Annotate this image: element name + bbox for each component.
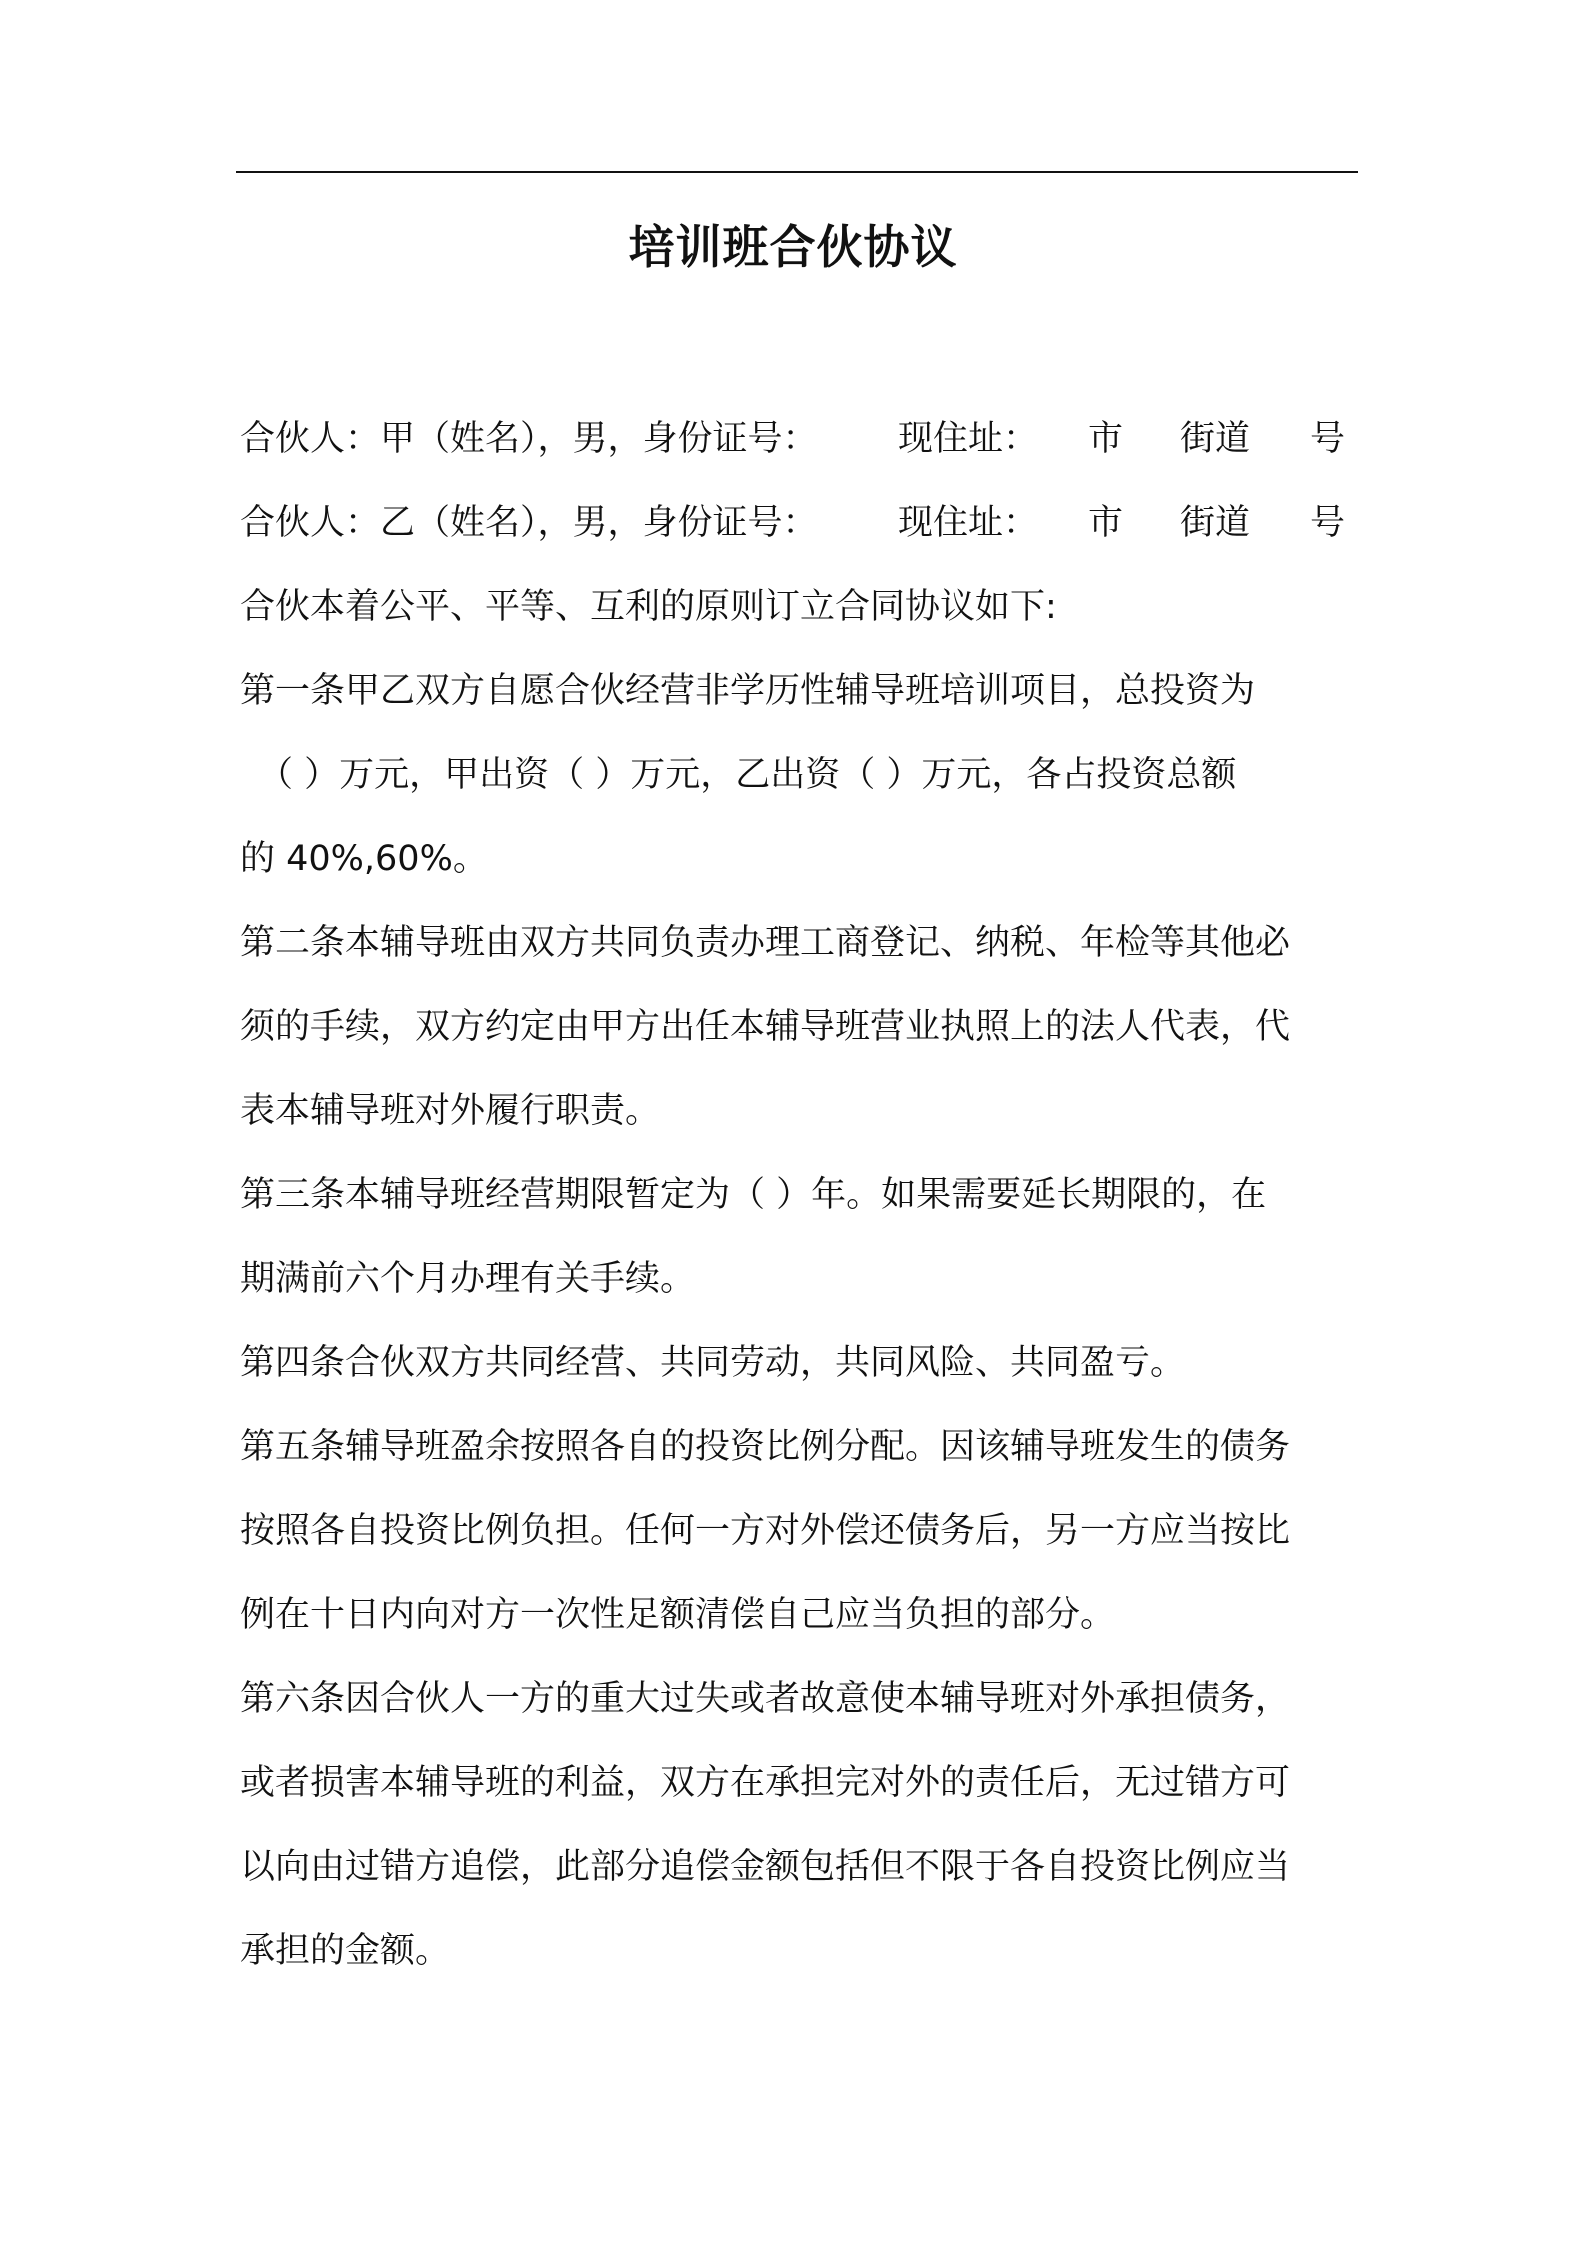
article-2 — [240, 901, 1360, 1153]
partner-b-number: 号 — [1310, 503, 1346, 543]
article-line: 的 40%,60%。 — [240, 839, 488, 879]
article-line: 承担的金额。 — [240, 1931, 451, 1971]
article-line: （ ）万元，甲出资（ ）万元，乙出资（ ）万元，各占投资总额 — [258, 755, 1237, 795]
article-line: 第一条甲乙双方自愿合伙经营非学历性辅导班培训项目，总投资为 — [240, 671, 1256, 711]
article-line: 以向由过错方追偿，此部分追偿金额包括但不限于各自投资比例应当 — [240, 1847, 1291, 1887]
article-6 — [240, 1657, 1360, 1993]
article-1 — [240, 649, 1360, 901]
article-line: 第三条本辅导班经营期限暂定为（ ）年。如果需要延长期限的，在 — [240, 1175, 1267, 1215]
document-body — [240, 397, 1360, 1993]
partner-a-street: 街道 — [1180, 419, 1251, 459]
document-title: 培训班合伙协议 — [628, 220, 958, 274]
article-line: 第五条辅导班盈余按照各自的投资比例分配。因该辅导班发生的债务 — [240, 1427, 1291, 1467]
partner-a-address-label: 现住址： — [898, 419, 1039, 459]
article-line: 表本辅导班对外履行职责。 — [240, 1091, 661, 1131]
partner-b-city: 市 — [1088, 503, 1124, 543]
article-line: 第二条本辅导班由双方共同负责办理工商登记、纳税、年检等其他必 — [240, 923, 1291, 963]
partner-a-number: 号 — [1310, 419, 1346, 459]
preamble: 合伙本着公平、平等、互利的原则订立合同协议如下: — [240, 587, 1057, 627]
article-line: 例在十日内向对方一次性足额清偿自己应当负担的部分。 — [240, 1595, 1116, 1635]
article-line: 按照各自投资比例负担。任何一方对外偿还债务后，另一方应当按比 — [240, 1511, 1291, 1551]
article-line: 第四条合伙双方共同经营、共同劳动，共同风险、共同盈亏。 — [240, 1343, 1186, 1383]
article-line: 第六条因合伙人一方的重大过失或者故意使本辅导班对外承担债务， — [240, 1679, 1291, 1719]
partner-a-line — [240, 397, 1360, 481]
partner-a-city: 市 — [1088, 419, 1124, 459]
partner-a-label: 合伙人：甲（姓名），男，身份证号： — [240, 419, 818, 459]
article-4 — [240, 1321, 1360, 1405]
header-rule — [236, 171, 1358, 173]
partner-b-label: 合伙人：乙（姓名），男，身份证号： — [240, 503, 818, 543]
article-5 — [240, 1405, 1360, 1657]
partner-b-address-label: 现住址： — [898, 503, 1039, 543]
article-line: 须的手续，双方约定由甲方出任本辅导班营业执照上的法人代表，代 — [240, 1007, 1291, 1047]
article-line: 期满前六个月办理有关手续。 — [240, 1259, 696, 1299]
article-line: 或者损害本辅导班的利益，双方在承担完对外的责任后，无过错方可 — [240, 1763, 1291, 1803]
partner-b-line — [240, 481, 1360, 565]
article-3 — [240, 1153, 1360, 1321]
partner-b-street: 街道 — [1180, 503, 1251, 543]
